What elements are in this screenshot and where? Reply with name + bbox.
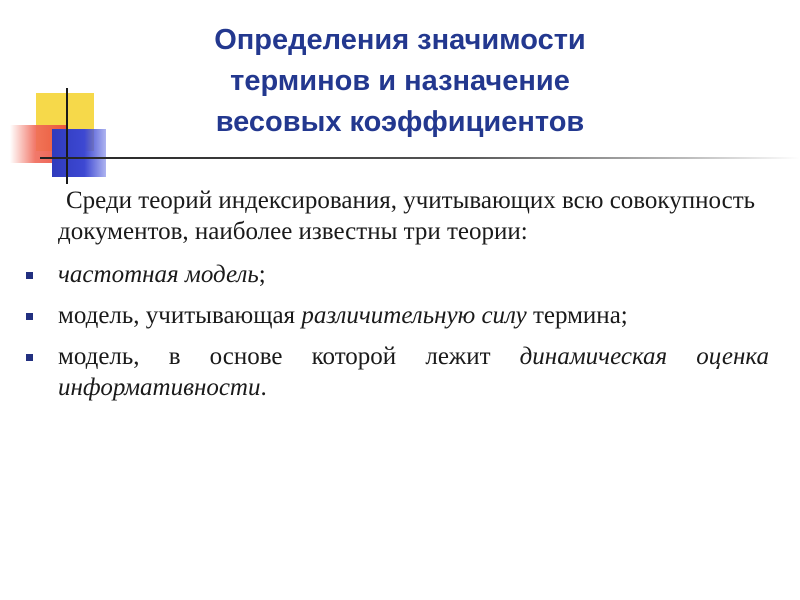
item-text: термина; (526, 302, 628, 329)
decorative-logo (0, 0, 120, 180)
item-italic-text: различительную силу (301, 302, 527, 329)
vertical-divider-line (66, 88, 68, 184)
item-text: модель, в основе которой лежит (58, 343, 520, 370)
blue-square-shape (52, 129, 106, 177)
title-line: терминов и назначение (230, 65, 570, 97)
intro-paragraph: Среди теорий индексирования, учитывающих всю совокупность документов, наиболее известны три теории: (58, 187, 756, 245)
item-text: ; (258, 261, 266, 288)
item-text: модель, учитывающая (58, 302, 302, 329)
horizontal-divider-line (40, 157, 800, 159)
list-item (24, 300, 769, 331)
square-bullet-icon (26, 313, 33, 320)
list-item (24, 259, 769, 290)
item-italic-text: динамическая оценка информативности (58, 343, 769, 401)
item-italic-text: частотная модель (58, 261, 259, 288)
list-item (24, 341, 769, 403)
item-text: . (260, 374, 267, 401)
slide-body (24, 185, 769, 413)
slide-title (130, 20, 670, 143)
square-bullet-icon (26, 272, 33, 279)
title-line: Определения значимости (214, 24, 586, 56)
bullet-list (24, 259, 769, 403)
square-bullet-icon (26, 354, 33, 361)
title-line: весовых коэффициентов (215, 106, 585, 138)
